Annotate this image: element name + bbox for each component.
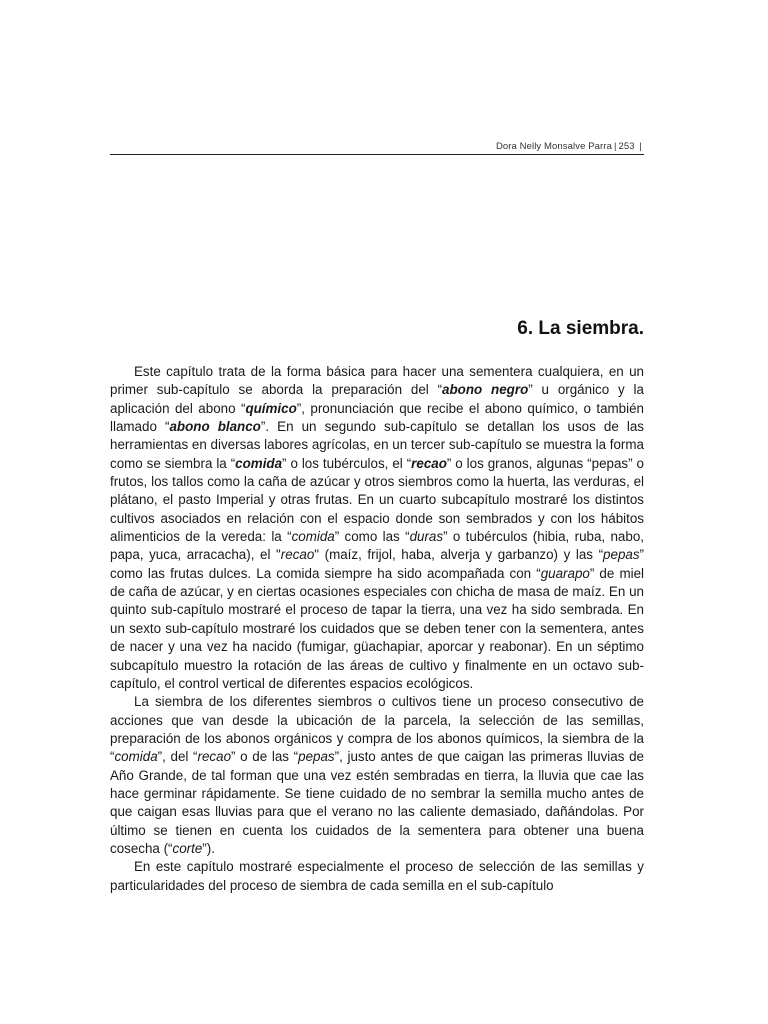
emphasized-term: recao xyxy=(411,455,447,471)
text-run: ” o de las “ xyxy=(231,749,299,765)
emphasized-term: pepas xyxy=(298,749,335,765)
text-run: ” de miel de caña de azúcar, y en ciertas ocasiones especiales con chicha de masa de maíz. En un quinto sub-capítulo mostraré el proceso de tapar la tierra, una vez ha sido sembrada. En un sexto sub-capítulo mostraré los cuidados que se deben tener con la sementera, antes de nacer y una vez ha nacido (fumigar, güachapiar, aporcar y reabonar). En un séptimo subcapítulo muestro la rotación de las áreas de cultivo y finalmente en un octavo subcapítulo, el control vertical de diferentes espacios ecológicos. xyxy=(110,565,644,691)
header-author: Dora Nelly Monsalve Parra xyxy=(495,141,612,152)
text-run: " (maíz, frijol, haba, alverja y garbanzo) y las “ xyxy=(314,547,604,563)
header-rule xyxy=(110,154,644,155)
paragraph-2 xyxy=(110,693,644,858)
emphasized-term: comida xyxy=(114,749,158,765)
text-run: ”, del “ xyxy=(157,749,198,765)
emphasized-term: comida xyxy=(291,529,335,545)
text-run: ” como las “ xyxy=(334,529,410,545)
chapter-title: 6. La siembra. xyxy=(517,318,644,339)
header-page-number: 253 xyxy=(618,141,635,152)
emphasized-term: comida xyxy=(235,455,283,471)
paragraph-3 xyxy=(110,858,644,895)
text-run: ”). xyxy=(202,840,215,856)
emphasized-term: recao xyxy=(280,547,315,563)
emphasized-term: guarapo xyxy=(540,565,590,581)
text-run: ” o los granos, algunas “pepas” o frutos, los tallos como la caña de azúcar y otros siembros como la huerta, las verduras, el plátano, el pasto Imperial y otras frutas. En un cuarto subcapítulo mostraré los distintos cultivos asociados en relación con el espacio donde son sembrados y con los hábitos alimenticios de la vereda: la “ xyxy=(110,455,644,545)
text-run: ” como las frutas dulces. La comida siempre ha sido acompañada con “ xyxy=(110,547,644,581)
body-text xyxy=(110,363,644,895)
running-header xyxy=(110,141,644,152)
text-run: ”, justo antes de que caigan las primeras lluvias de Año Grande, de tal forman que una vez estén sembradas en tierra, la lluvia que cae las hace germinar rápidamente. Se tiene cuidado de no sembrar la semilla mucho antes de que caigan esas lluvias para que el verano no las caliente demasiado, dañándolas. Por último se tienen en cuenta los cuidados de la sementera para obtener una buena cosecha (“ xyxy=(110,749,644,856)
emphasized-term: recao xyxy=(197,749,232,765)
header-separator-end: | xyxy=(636,141,642,152)
text-run: ” u orgánico y la aplicación del abono “ xyxy=(110,382,644,416)
text-run: En este capítulo mostraré especialmente el proceso de selección de las semillas y particularidades del proceso de siembra de cada semilla en el sub-capítulo xyxy=(110,859,644,893)
header-separator: | xyxy=(613,141,617,152)
emphasized-term: químico xyxy=(245,400,297,416)
emphasized-term: corte xyxy=(172,840,203,856)
text-run: ” o tubérculos (hibia, ruba, nabo, papa, yuca, arracacha), el " xyxy=(110,529,644,563)
text-run: Este capítulo trata de la forma básica para hacer una sementera cualquiera, en un primer sub-capítulo se aborda la preparación del “ xyxy=(110,364,644,398)
emphasized-term: pepas xyxy=(603,547,640,563)
text-run: La siembra de los diferentes siembros o cultivos tiene un proceso consecutivo de acciones que van desde la ubicación de la parcela, la selección de las semillas, preparación de los abonos orgánicos y compra de los abonos químicos, la siembra de la “ xyxy=(110,694,644,765)
text-run: ” o los tubérculos, el “ xyxy=(282,455,412,471)
text-run: ”, pronunciación que recibe el abono químico, o también llamado “ xyxy=(110,400,644,435)
emphasized-term: duras xyxy=(409,529,444,545)
emphasized-term: abono blanco xyxy=(169,419,261,435)
emphasized-term: abono negro xyxy=(442,382,529,398)
paragraph-1 xyxy=(110,363,644,693)
text-run: ”. En un segundo sub-capítulo se detallan los usos de las herramientas en diversas labores agrícolas, en un tercer sub-capítulo se muestra la forma como se siembra la “ xyxy=(110,419,645,471)
